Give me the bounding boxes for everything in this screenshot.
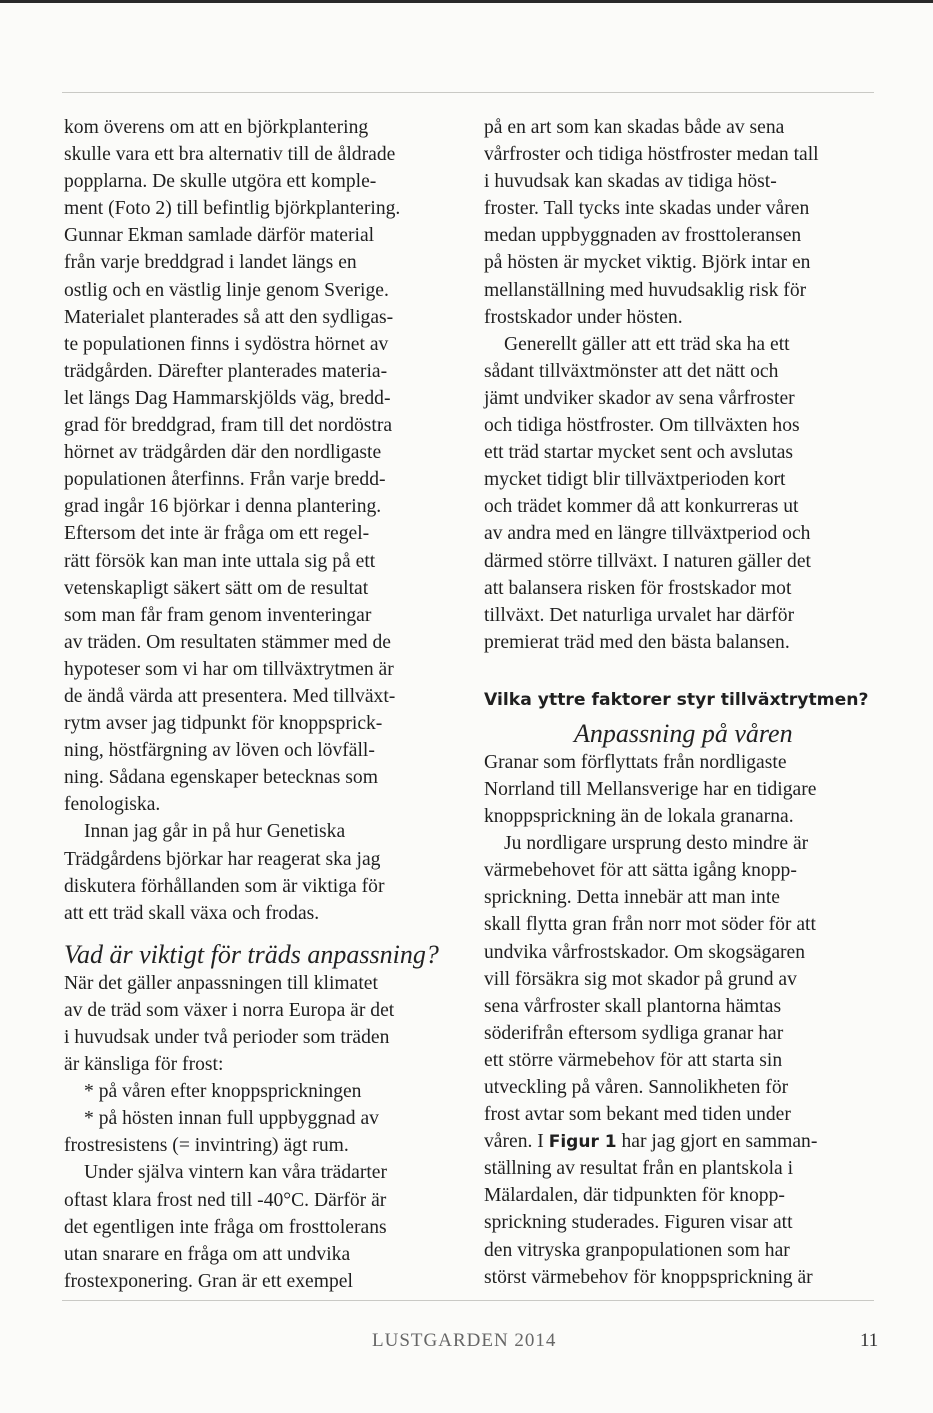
text-line: Materialet planterades så att den sydligas- (64, 306, 394, 328)
text-fragment: har jag gjort en samman- (616, 1131, 818, 1153)
text-line: frostresistens (= invintring) ägt rum. (64, 1135, 349, 1157)
text-line: vetenskapligt säkert sätt om de resultat (64, 577, 369, 599)
footer-rule (62, 1300, 874, 1301)
text-line: tillväxt. Det naturliga urvalet har därför (484, 604, 795, 626)
text-line: sena vårfroster skall plantorna hämtas (484, 995, 782, 1017)
section-heading-bold: Vilka yttre faktorer styr tillväxtrytmen? (484, 689, 869, 710)
text-line: sådant tillväxtmönster att det nätt och (484, 360, 779, 382)
right-paragraph-2 (484, 331, 884, 656)
text-line: popplarna. De skulle utgöra ett komple- (64, 171, 377, 193)
text-line: frostexponering. Gran är ett exempel (64, 1270, 353, 1292)
text-line: ställning av resultat från en plantskola i (484, 1158, 794, 1180)
text-line: den vitryska granpopulationen som har (484, 1239, 790, 1261)
left-intro-paragraph (64, 114, 464, 818)
text-line: på en art som kan skadas både av sena (484, 117, 785, 138)
text-line: fenologiska. (64, 794, 161, 816)
text-line: Generellt gäller att ett träd ska ha ett (504, 333, 790, 355)
left-paragraph-3 (64, 970, 464, 1160)
text-line: i huvudsak kan skadas av tidiga höst- (484, 171, 777, 193)
text-line: froster. Tall tycks inte skadas under våren (484, 198, 810, 220)
text-line: mellanställning med huvudsaklig risk för (484, 279, 807, 301)
text-line: att ett träd skall växa och frodas. (64, 902, 320, 924)
text-line: knoppsprickning än de lokala granarna. (484, 806, 794, 828)
text-line: medan uppbyggnaden av frosttoleransen (484, 225, 802, 247)
text-line: rytm avser jag tidpunkt för knoppsprick- (64, 713, 383, 735)
text-line: ning, höstfärgning av löven och lövfäll- (64, 740, 375, 762)
page-footer (0, 1330, 933, 1356)
figure-1-reference: Figur 1 (548, 1132, 617, 1153)
text-fragment: våren. I (484, 1131, 549, 1153)
text-line: ostlig och en västlig linje genom Sverige. (64, 279, 389, 301)
right-paragraph-3 (484, 749, 884, 830)
text-line: kom överens om att en björkplantering (64, 117, 369, 138)
text-line: grad ingår 16 björkar i denna plantering. (64, 496, 382, 518)
text-line: frost avtar som bekant med tiden under (484, 1104, 791, 1126)
text-line: värmebehovet för att sätta igång knopp- (484, 860, 797, 882)
text-line: oftast klara frost ned till -40°C. Därför är (64, 1189, 387, 1211)
text-line: att balansera risken för frostskador mot (484, 577, 792, 599)
text-line: skall flytta gran från norr mot söder för att (484, 914, 816, 936)
text-line: ett träd startar mycket sent och avslutas (484, 442, 794, 464)
text-line: jämt undviker skador av sena vårfroster (484, 387, 795, 409)
text-line: utan snarare en fråga om att undvika (64, 1243, 351, 1265)
text-line: hörnet av trädgården där den nordligaste (64, 442, 382, 464)
text-line: som man får fram genom inventeringar (64, 604, 372, 626)
text-line: hypoteser som vi har om tillväxtrytmen är (64, 658, 394, 680)
text-line: vill försäkra sig mot skador på grund av (484, 968, 797, 990)
text-line: i huvudsak under två perioder som träden (64, 1027, 390, 1048)
text-line: ment (Foto 2) till befintlig björkplantering. (64, 198, 401, 220)
text-line: söderifrån eftersom sydliga granar har (484, 1022, 784, 1044)
text-line: av de träd som växer i norra Europa är det (64, 999, 395, 1021)
text-line: från varje breddgrad i landet längs en (64, 252, 357, 274)
text-line: av andra med en längre tillväxtperiod och (484, 523, 811, 545)
text-line: de ändå värda att presentera. Med tillväxt- (64, 685, 396, 707)
text-line: Innan jag går in på hur Genetiska (84, 821, 346, 843)
text-line: sprickning studerades. Figuren visar att (484, 1212, 793, 1234)
scan-top-edge (0, 0, 933, 3)
text-line: av träden. Om resultaten stämmer med de (64, 631, 391, 653)
text-line: utveckling på våren. Sannolikheten för (484, 1077, 789, 1098)
text-line: grad för breddgrad, fram till det nordöstra (64, 415, 393, 437)
text-line: Norrland till Mellansverige har en tidigare (484, 778, 817, 800)
text-line: undvika vårfrostskador. Om skogsägaren (484, 941, 806, 963)
right-paragraph-4 (484, 830, 884, 1291)
text-line: När det gäller anpassningen till klimatet (64, 972, 378, 994)
header-rule (62, 92, 874, 93)
journal-name: LUSTGARDEN 2014 (372, 1330, 557, 1351)
text-line: Under själva vintern kan våra trädarter (84, 1162, 388, 1184)
text-line: ett större värmebehov för att starta sin (484, 1049, 783, 1071)
text-line: skulle vara ett bra alternativ till de åldrade (64, 144, 396, 166)
text-line: let längs Dag Hammarskjölds väg, bredd- (64, 387, 391, 409)
text-line: diskutera förhållanden som är viktiga för (64, 875, 385, 897)
text-line: Eftersom det inte är fråga om ett regel- (64, 523, 370, 545)
text-line: mycket tidigt blir tillväxtperioden kort (484, 469, 786, 491)
text-line: och trädet kommer då att konkurreras ut (484, 496, 799, 518)
bullet-spring: * på våren efter knoppsprickningen (84, 1081, 362, 1103)
text-line: rätt försök kan man inte uttala sig på ett (64, 550, 376, 572)
section-heading: Vad är viktigt för träds anpassning? (64, 939, 439, 969)
text-line: Mälardalen, där tidpunkten för knopp- (484, 1185, 785, 1207)
text-line: och tidiga höstfroster. Om tillväxten hos (484, 415, 800, 437)
left-column (64, 114, 464, 1295)
right-paragraph-1 (484, 114, 884, 331)
right-column (484, 114, 884, 1291)
text-line: trädgården. Därefter planterades materia- (64, 360, 388, 382)
text-line: Trädgårdens björkar har reagerat ska jag (64, 848, 381, 870)
text-line: frostskador under hösten. (484, 306, 683, 328)
left-paragraph-4 (64, 1159, 464, 1294)
text-line: premierat träd med den bästa balansen. (484, 631, 790, 653)
text-line: Gunnar Ekman samlade därför material (64, 225, 375, 247)
text-line: sprickning. Detta innebär att man inte (484, 887, 780, 909)
figure-reference-line (484, 1128, 884, 1155)
text-line: Granar som förflyttats från nordligaste (484, 751, 787, 773)
text-line: vårfroster och tidiga höstfroster medan tall (484, 144, 819, 166)
text-line: Ju nordligare ursprung desto mindre är (504, 833, 809, 855)
left-paragraph-2 (64, 818, 464, 926)
bullet-autumn: * på hösten innan full uppbyggnad av (84, 1108, 379, 1130)
text-line: te populationen finns i sydöstra hörnet av (64, 333, 389, 355)
subheading: Anpassning på våren (574, 718, 793, 748)
text-line: ning. Sådana egenskaper betecknas som (64, 767, 378, 789)
text-line: därmed större tillväxt. I naturen gäller det (484, 550, 811, 572)
text-line: är känsliga för frost: (64, 1054, 224, 1076)
text-line: på hösten är mycket viktig. Björk intar en (484, 252, 811, 274)
text-line: det egentligen inte fråga om frosttolerans (64, 1216, 387, 1238)
text-line: populationen återfinns. Från varje bredd- (64, 469, 386, 491)
page-number: 11 (860, 1330, 879, 1351)
text-line: störst värmebehov för knoppsprickning är (484, 1266, 813, 1288)
